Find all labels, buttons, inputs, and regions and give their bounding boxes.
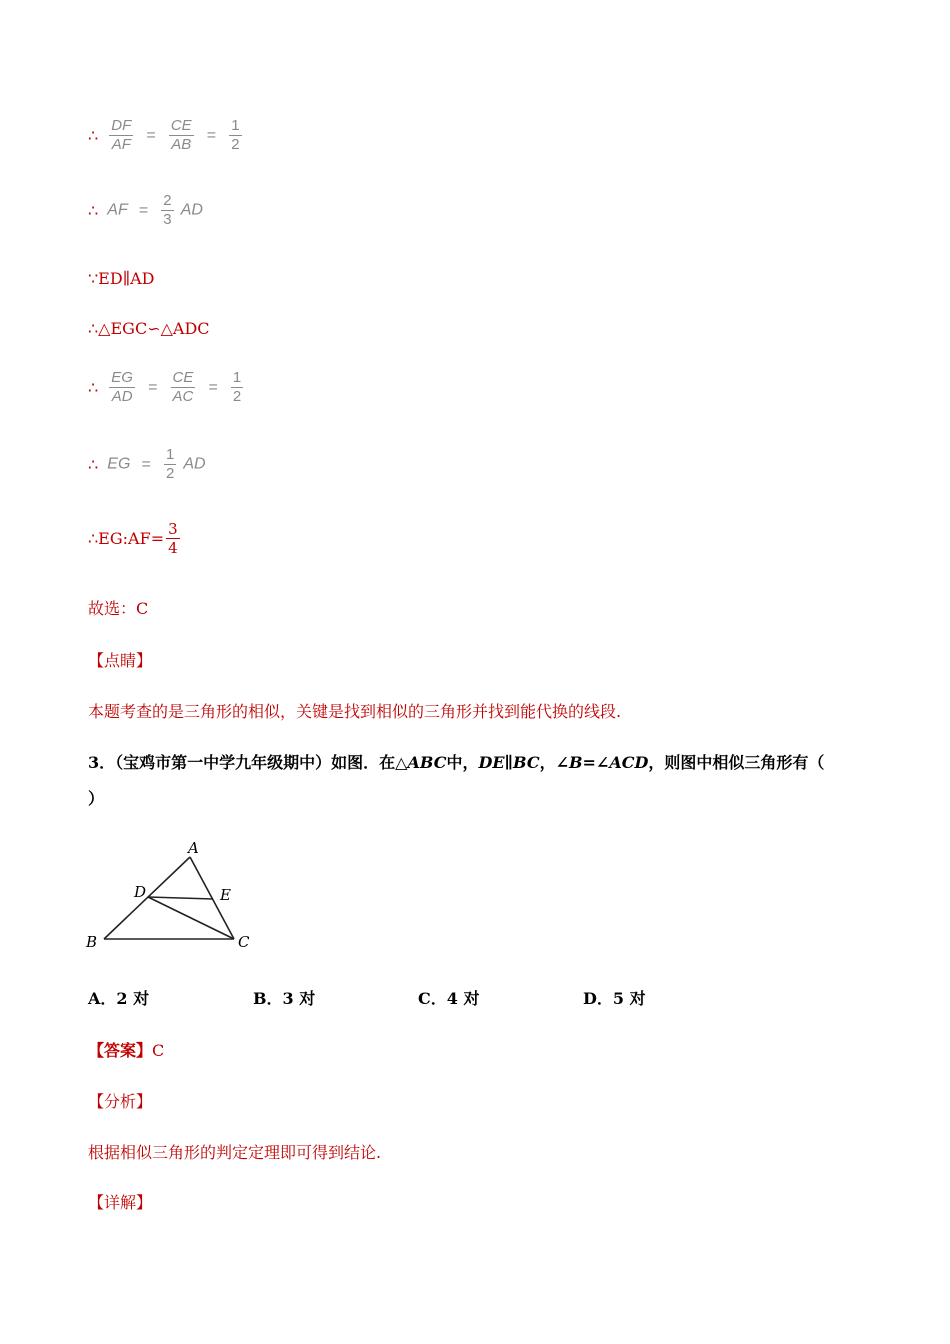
step-line-7: ∴EG:AF= $\frac{3}{4}$ — [88, 520, 178, 557]
answer-value: C — [152, 1041, 165, 1060]
segment-de — [148, 897, 213, 899]
option-b: B．3 对 — [253, 989, 316, 1008]
triangle-figure — [82, 835, 262, 955]
point-text: 本题考查的是三角形的相似，关键是找到相似的三角形并找到能代换的线段. — [88, 702, 622, 721]
fraction: $\frac{CE}{AB}$ — [170, 117, 192, 153]
detail-heading: 【详解】 — [88, 1193, 153, 1212]
analysis-heading: 【分析】 — [88, 1092, 153, 1111]
fraction: $\frac{3}{4}$ — [168, 520, 178, 557]
label-a: A — [188, 839, 199, 857]
choice-line: 故选：C — [88, 599, 149, 618]
fraction: $\frac{DF}{AF}$ — [111, 117, 132, 153]
answer-label: 【答案】 — [88, 1041, 153, 1060]
label-c: C — [238, 933, 250, 951]
step-line-6: ∴ EG = $\frac{1}{2}$ AD — [88, 446, 206, 482]
point-heading: 【点睛】 — [88, 651, 153, 670]
label-e: E — [220, 886, 231, 904]
question-3-line-2: ） — [88, 789, 105, 808]
step-line-1: ∴ $\frac{DF}{AF}$ = $\frac{CE}{AB}$ = $\frac{1}{2}$ — [88, 117, 240, 153]
answer-line — [88, 1038, 164, 1061]
fraction: $\frac{EG}{AD}$ — [111, 369, 133, 405]
step-line-2: ∴ AF = $\frac{2}{3}$ AD — [88, 192, 203, 228]
therefore-symbol: ∴ — [88, 126, 99, 145]
fraction: $\frac{1}{2}$ — [231, 117, 240, 153]
option-a: A．2 对 — [88, 989, 150, 1008]
question-number: 3． — [88, 753, 116, 772]
fraction: $\frac{CE}{AC}$ — [172, 369, 194, 405]
step-line-4: ∴△EGC∽△ADC — [88, 319, 210, 338]
step-line-3: ∵ED∥AD — [88, 269, 155, 288]
fraction: $\frac{1}{2}$ — [165, 446, 175, 482]
analysis-text: 根据相似三角形的判定定理即可得到结论. — [88, 1143, 382, 1162]
fraction: $\frac{1}{2}$ — [232, 369, 242, 405]
question-3: 3．（宝鸡市第一中学九年级期中）如图．在△ABC中，DE∥BC，∠B=∠ACD，则图中相似三角形有（ — [88, 753, 825, 772]
option-d: D．5 对 — [583, 989, 646, 1008]
step-line-5: ∴ $\frac{EG}{AD}$ = $\frac{CE}{AC}$ = $\frac{1}{2}$ — [88, 369, 242, 405]
label-d: D — [134, 883, 147, 901]
option-c: C．4 对 — [418, 989, 480, 1008]
label-b: B — [86, 933, 98, 951]
fraction: $\frac{2}{3}$ — [163, 192, 172, 228]
